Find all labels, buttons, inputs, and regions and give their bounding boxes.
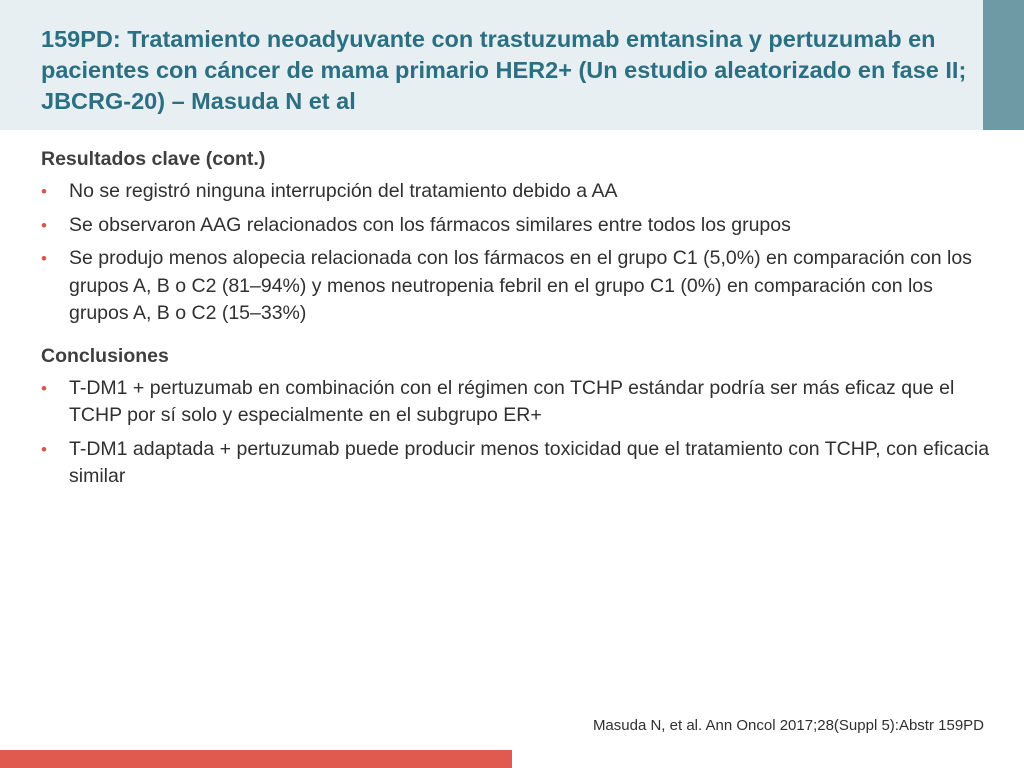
footer-accent-bar [0,750,512,768]
conclusions-bullet-2 [41,436,991,491]
conclusions-bullet-1 [41,375,991,430]
bullet-dot-icon: • [41,439,47,459]
conclusions-heading: Conclusiones [41,344,169,367]
results-bullet-3 [41,245,991,328]
bullet-dot-icon: • [41,182,47,201]
results-bullet-1 [41,178,991,206]
bullet-dot-icon: • [41,249,47,268]
bullet-text: Se produjo menos alopecia relacionada con los fármacos en el grupo C1 (5,0%) en comparación con los grupos A, B o C2 (81–94%) y menos neutropenia febril en el grupo C1 (0%) en comparación con los grupos A, B o C2 (15–33%) [69,247,972,324]
bullet-text: No se registró ninguna interrupción del tratamiento debido a AA [69,180,618,202]
bullet-text: T-DM1 + pertuzumab en combinación con el régimen con TCHP estándar podría ser más eficaz que el TCHP por sí solo y especialmente en el subgrupo ER+ [69,376,955,426]
bullet-text: T-DM1 adaptada + pertuzumab puede producir menos toxicidad que el tratamiento con TCHP, con eficacia similar [69,437,990,487]
slide-body [41,146,991,497]
title-accent-block [983,0,1024,130]
results-bullet-2 [41,212,991,240]
slide-title: 159PD: Tratamiento neoadyuvante con trastuzumab emtansina y pertuzumab en pacientes con cáncer de mama primario HER2+ (Un estudio aleatorizado en fase II; JBCRG-20) – Masuda N et al [41,26,967,114]
bullet-dot-icon: • [41,378,47,398]
conclusions-list [41,375,991,491]
bullet-text: Se observaron AAG relacionados con los fármacos similares entre todos los grupos [69,213,791,236]
citation: Masuda N, et al. Ann Oncol 2017;28(Suppl 5):Abstr 159PD [592,717,984,734]
results-list [41,178,991,328]
bullet-dot-icon: • [41,215,47,235]
results-heading: Resultados clave (cont.) [41,148,266,170]
